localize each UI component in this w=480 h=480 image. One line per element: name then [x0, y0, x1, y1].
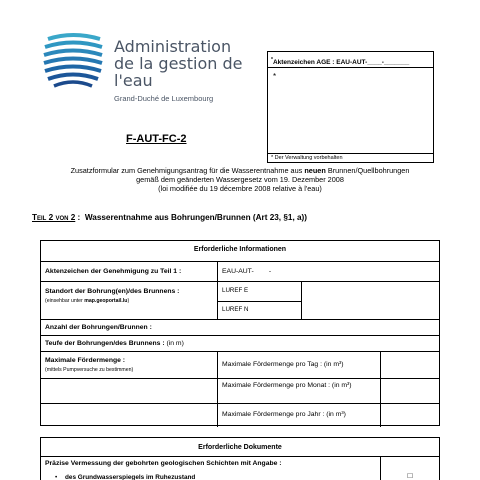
foerder-monat-field[interactable] — [381, 378, 439, 403]
intro-line-1-pre: Zusatzformular zum Genehmigungsantrag für die Wasserentnahme aus — [70, 166, 305, 175]
logo-line-3: Grand-Duché de Luxembourg — [114, 94, 214, 103]
water-waves-logo-icon — [42, 30, 104, 90]
standort-note-pre: (einsehbar unter — [45, 298, 85, 304]
anzahl-label: Anzahl der Bohrungen/Brunnen : — [45, 324, 152, 331]
intro-line-1-bold: neuen — [304, 166, 326, 175]
foerder-monat-label: Maximale Fördermenge pro Monat : (in m³) — [222, 382, 352, 389]
logo-text — [114, 38, 262, 103]
intro-line-1-post: Brunnen/Quellbohrungen — [325, 166, 410, 175]
intro-line-1 — [30, 166, 450, 175]
aktenzeichen-value-field[interactable]: EAU-AUT- - — [222, 268, 272, 275]
documents-checkbox[interactable]: □ — [407, 471, 413, 480]
foerder-note: (mittels Pumpversuche zu bestimmen) — [45, 367, 134, 373]
age-logo — [42, 30, 262, 103]
section-part: Teil 2 von 2 — [32, 213, 76, 222]
logo-line-1: Administration — [114, 37, 232, 56]
teufe-row — [41, 335, 439, 351]
divider — [301, 282, 302, 319]
documents-bullet-1-text: des Grundwasserspiegels im Ruhezustand — [65, 474, 196, 480]
foerder-label: Maximale Fördermenge : — [45, 357, 126, 364]
foerder-label-cell — [41, 352, 217, 378]
reserved-box-footer: * Der Verwaltung vorbehalten — [268, 153, 433, 162]
aktenzeichen-label: Aktenzeichen der Genehmigung zu Teil 1 : — [45, 268, 182, 275]
info-table-title: Erforderliche Informationen — [193, 246, 287, 253]
standort-row — [41, 281, 439, 319]
section-title: Wasserentnahme aus Bohrungen/Brunnen (Art 23, §1, a)) — [84, 213, 308, 222]
foerder-jahr-label: Maximale Fördermenge pro Jahr : (in m³) — [222, 411, 346, 418]
standort-label: Standort der Bohrung(en)/des Brunnens : — [45, 288, 180, 295]
geoportail-link[interactable]: map.geoportail.lu — [84, 298, 128, 304]
divider — [41, 403, 217, 404]
documents-item-heading: Präzise Vermessung der gebohrten geologischen Schichten mit Angabe : — [45, 460, 282, 467]
documents-row — [41, 456, 439, 480]
documents-bullet-1 — [51, 472, 351, 480]
reserved-header-mark: * — [271, 57, 273, 63]
administration-reserved-box — [267, 51, 434, 163]
section-heading — [32, 213, 307, 222]
divider — [41, 378, 217, 379]
foerder-tag-label: Maximale Fördermenge pro Tag : (in m³) — [222, 361, 344, 368]
standort-note — [45, 298, 213, 304]
bullet-icon: • — [55, 474, 58, 480]
intro-line-2: gemäß dem geänderten Wassergesetz vom 19. Dezember 2008 — [136, 175, 344, 185]
standort-note-post: ) — [127, 298, 130, 304]
teufe-label: Teufe der Bohrungen/des Brunnens : — [45, 340, 165, 347]
form-code: F-AUT-FC-2 — [126, 133, 187, 145]
section-separator: : — [75, 213, 85, 222]
documents-table — [40, 437, 440, 480]
aktenzeichen-row — [41, 261, 439, 281]
logo-line-2: de la gestion de l'eau — [114, 54, 243, 90]
intro-line-3: (loi modifiée du 19 décembre 2008 relative à l'eau) — [158, 184, 322, 194]
reserved-header-text: Aktenzeichen AGE : EAU-AUT-____-_______ — [272, 59, 410, 67]
documents-table-title: Erforderliche Dokumente — [198, 444, 282, 451]
foerder-jahr-field[interactable] — [381, 403, 439, 427]
intro-text — [30, 166, 450, 194]
luref-e-field[interactable]: LUREF E — [222, 287, 249, 294]
foerder-tag-field[interactable] — [381, 352, 439, 378]
reserved-box-header — [268, 52, 433, 68]
luref-n-field[interactable]: LUREF N — [222, 306, 249, 313]
standort-label-cell — [41, 282, 217, 319]
foerdermenge-row — [41, 351, 439, 427]
reserved-box-star: * — [273, 72, 277, 81]
teufe-unit: (in m) — [164, 340, 184, 347]
teufe-label-cell — [41, 336, 341, 351]
info-table — [40, 240, 440, 426]
anzahl-row — [41, 319, 439, 335]
